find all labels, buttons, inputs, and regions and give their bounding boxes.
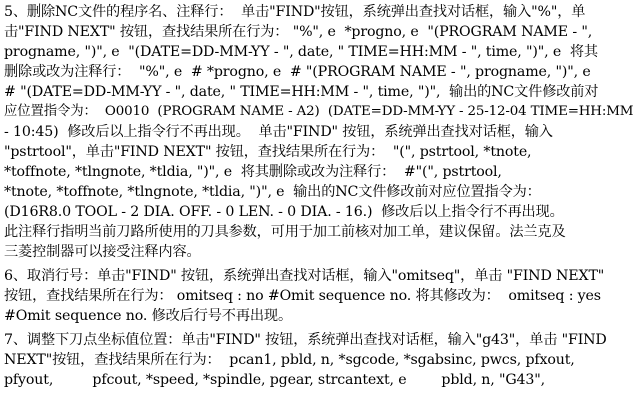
text-line: pfyout, pfcout, *speed, *spindle, pgear, strcantext, e pbld, n, "G43", bbox=[4, 372, 546, 388]
text-line: *toffnote, *tlngnote, *tldia, ")", e 将其删除或改为注释行： #"(", pstrtool, bbox=[4, 164, 502, 180]
text-line: 击"FIND NEXT" 按钮，查找结果所在行为： "%", e *progno, e "(PROGRAM NAME - ", bbox=[4, 24, 593, 40]
text-line: "pstrtool"，单击"FIND NEXT" 按钮，查找结果所在行为： "(", pstrtool, *tnote, bbox=[4, 144, 532, 160]
text-line: 此注释行指明当前刀路所使用的刀具参数，可用于加工前核对加工单，建议保留。法兰克及 bbox=[4, 224, 566, 240]
text-line: NEXT"按钮，查找结果所在行为： pcan1, pbld, n, *sgcode, *sgabsinc, pwcs, pfxout, bbox=[4, 352, 575, 368]
text-line: 三菱控制器可以接受注释内容。 bbox=[4, 244, 201, 260]
text-line: progname, ")", e "(DATE=DD-MM-YY - ", date, " TIME=HH:MM - ", time, ")", e 将其 bbox=[4, 44, 598, 60]
text-line: - 10:45) 修改后以上指令行不再出现。 单击"FIND" 按钮，系统弹出查找对话框，输入 bbox=[4, 124, 553, 140]
text-line: 按钮，查找结果所在行为： omitseq : no #Omit sequence no. 将其修改为： omitseq : yes bbox=[4, 288, 601, 304]
text-line: (D16R8.0 TOOL - 2 DIA. OFF. - 0 LEN. - 0 DIA. - 16.) 修改后以上指令行不再出现。 bbox=[4, 204, 564, 220]
text-line: 应位置指令为： O0010 (PROGRAM NAME - A2) (DATE=DD-MM-YY - 25-12-04 TIME=HH:MM bbox=[4, 104, 634, 119]
text-line: *tnote, *toffnote, *tlngnote, *tldia, ")", e 输出的NC文件修改前对应位置指令为： bbox=[4, 184, 541, 200]
text-line: #Omit sequence no. 修改后行号不再出现。 bbox=[4, 308, 292, 324]
text-line: 5、删除NC文件的程序名、注释行： 单击"FIND"按钮，系统弹出查找对话框，输入"%"，单 bbox=[4, 4, 586, 20]
text-line: 7、调整下刀点坐标值位置：单击"FIND" 按钮，系统弹出查找对话框，输入"g43"，单击 "FIND bbox=[4, 332, 607, 348]
text-line: 6、取消行号：单击"FIND" 按钮，系统弹出查找对话框，输入"omitseq"，单击 "FIND NEXT" bbox=[4, 268, 605, 284]
text-line: 删除或改为注释行： "%", e # *progno, e # "(PROGRAM NAME - ", progname, ")", e bbox=[4, 64, 591, 80]
text-line: # "(DATE=DD-MM-YY - ", date, " TIME=HH:MM - ", time, ")", 输出的NC文件修改前对 bbox=[4, 84, 599, 100]
